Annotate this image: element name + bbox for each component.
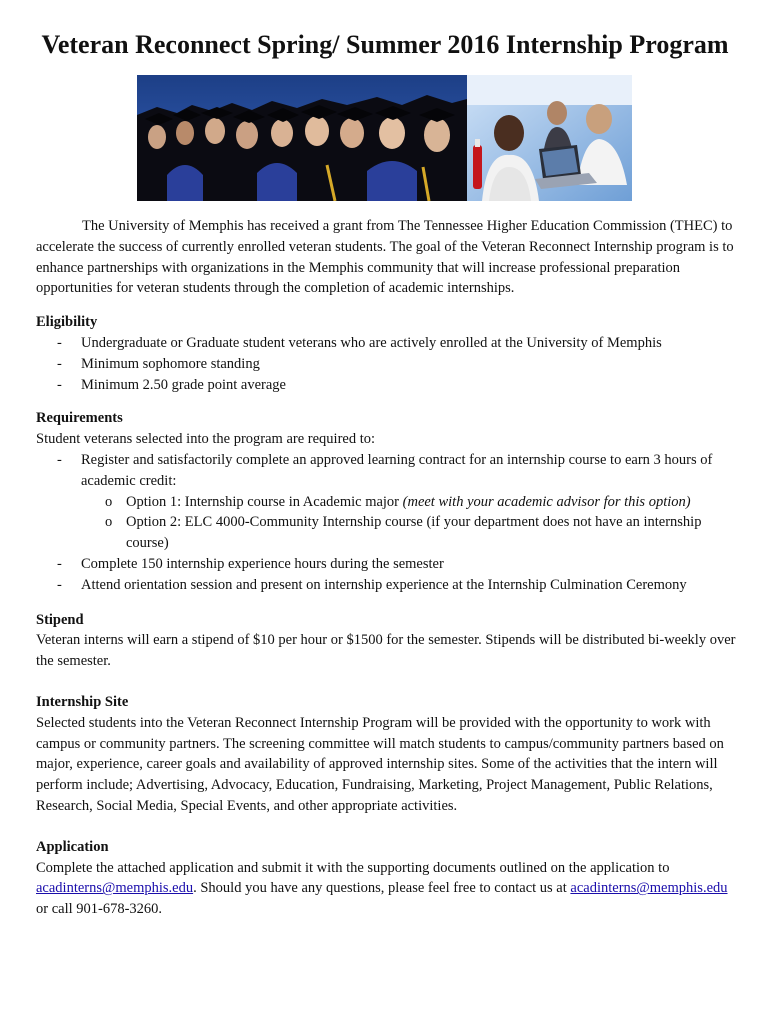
application-text: [36, 858, 736, 920]
internship-site-text: Selected students into the Veteran Reconnect Internship Program will be provided with the opportunity to work with campus or community partners. The screening committee will match students to campus/community partners based on major, experience, career goals and availability of approved internship sites. Some of the activities that the intern will perform include; Advertising, Advocacy, Education, Fundraising, Marketing, Project Management, Public Relations, Research, Social Media, Special Events, and other appropriate activities.: [36, 714, 724, 814]
list-item: - Minimum sophomore standing: [36, 354, 736, 375]
list-item: [36, 450, 736, 554]
eligibility-list: [36, 333, 736, 395]
requirements-lead: Student veterans selected into the program are required to:: [36, 431, 376, 448]
option-text: Option 2: ELC 4000-Community Internship course (if your department does not have an internship course): [126, 514, 702, 552]
option-item: [81, 512, 736, 554]
application-text-after: or call 901-678-3260.: [36, 901, 163, 918]
internship-site-heading: Internship Site: [36, 693, 129, 710]
email-link[interactable]: acadinterns@memphis.edu: [570, 880, 728, 897]
email-link[interactable]: acadinterns@memphis.edu: [36, 880, 194, 897]
option-item: [81, 492, 736, 513]
application-text-before: Complete the attached application and submit it with the supporting documents outlined on the application to: [36, 859, 670, 876]
document-title: Veteran Reconnect Spring/ Summer 2016 Internship Program: [41, 30, 729, 59]
graduation-banner-image: [137, 75, 632, 201]
list-item: - Complete 150 internship experience hours during the semester: [36, 554, 736, 575]
option-note: (meet with your academic advisor for this option): [402, 493, 691, 510]
requirements-list: [36, 450, 736, 596]
bullet-marker: o: [105, 514, 113, 531]
list-item: - Attend orientation session and present on internship experience at the Internship Culmination Ceremony: [36, 575, 736, 596]
list-item: - Undergraduate or Graduate student veterans who are actively enrolled at the University of Memphis: [36, 333, 736, 354]
document-body: [36, 216, 736, 920]
application-text-middle: . Should you have any questions, please feel free to contact us at: [193, 880, 567, 897]
eligibility-heading: Eligibility: [36, 314, 98, 331]
list-item: - Minimum 2.50 grade point average: [36, 375, 736, 396]
intro-paragraph: The University of Memphis has received a grant from The Tennessee Higher Education Commission (THEC) to accelerate the success of currently enrolled veteran students. The goal of the Veteran Reconnect Internship program is to enhance partnerships with organizations in the Memphis community that will increase professional preparation opportunities for veteran students through the completion of academic internships.: [36, 218, 734, 297]
bullet-marker: o: [105, 493, 113, 510]
stipend-text: Veteran interns will earn a stipend of $10 per hour or $1500 for the semester. Stipends will be distributed bi-weekly over the semester.: [36, 632, 736, 670]
requirement-text: Register and satisfactorily complete an approved learning contract for an internship course to earn 3 hours of academic credit:: [81, 451, 713, 489]
soda-bottle: [473, 139, 482, 189]
application-heading: Application: [36, 838, 109, 855]
stipend-heading: Stipend: [36, 611, 84, 628]
option-text: Option 1: Internship course in Academic major: [126, 493, 400, 510]
requirements-heading: Requirements: [36, 410, 123, 427]
option-list: [81, 492, 736, 554]
